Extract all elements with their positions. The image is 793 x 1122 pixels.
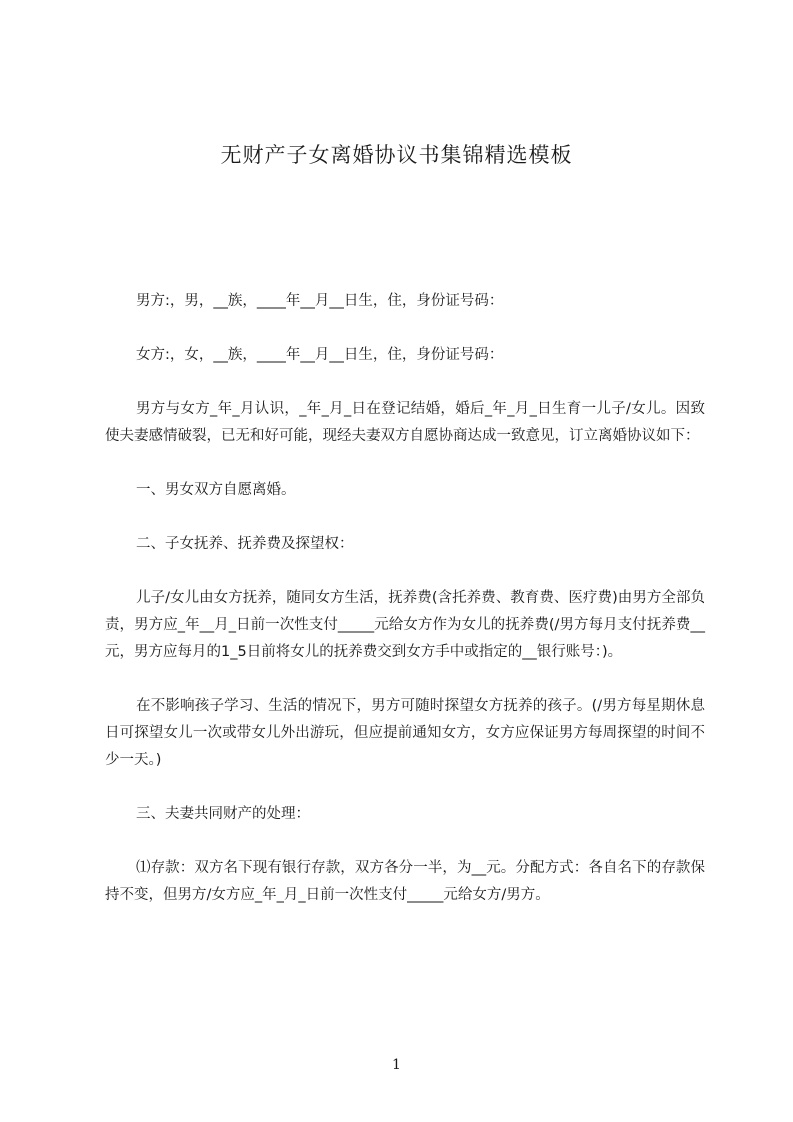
paragraph-clause-1: 一、男女双方自愿离婚。	[136, 482, 296, 498]
document-body	[105, 288, 705, 936]
paragraph-clause-3-heading: 三、夫妻共同财产的处理：	[136, 806, 310, 822]
paragraph-husband-info: 男方:，男，__族，____年__月__日生，住，身份证号码：	[136, 293, 504, 309]
paragraph-visitation: 在不影响孩子学习、生活的情况下，男方可随时探望女方抚养的孩子。(/男方每星期休息日可探望女儿一次或带女儿外出游玩，但应提前通知女方，女方应保证男方每周探望的时间不少一天。)	[105, 698, 705, 768]
paragraph-wife-info: 女方:，女，__族，____年__月__日生，住，身份证号码：	[136, 347, 504, 363]
paragraph-background: 男方与女方_年_月认识，_年_月_日在登记结婚，婚后_年_月_日生育一儿子/女儿。因致使夫妻感情破裂，已无和好可能，现经夫妻双方自愿协商达成一致意见，订立离婚协议如下：	[105, 401, 705, 444]
page-number: 1	[392, 1057, 401, 1073]
paragraph-savings: ⑴存款：双方名下现有银行存款，双方各分一半，为__元。分配方式：各自名下的存款保持不变，但男方/女方应_年_月_日前一次性支付_____元给女方/男方。	[105, 860, 705, 903]
paragraph-clause-2-heading: 二、子女抚养、抚养费及探望权：	[136, 536, 354, 552]
document-title: 无财产子女离婚协议书集锦精选模板	[220, 143, 573, 167]
paragraph-child-custody: 儿子/女儿由女方抚养，随同女方生活，抚养费(含托养费、教育费、医疗费)由男方全部负责，男方应_年__月_日前一次性支付_____元给女方作为女儿的抚养费(/男方每月支付抚养费__元，男方应每月的1_5日前将女儿的抚养费交到女方手中或指定的__银行账号：)。	[105, 590, 705, 660]
